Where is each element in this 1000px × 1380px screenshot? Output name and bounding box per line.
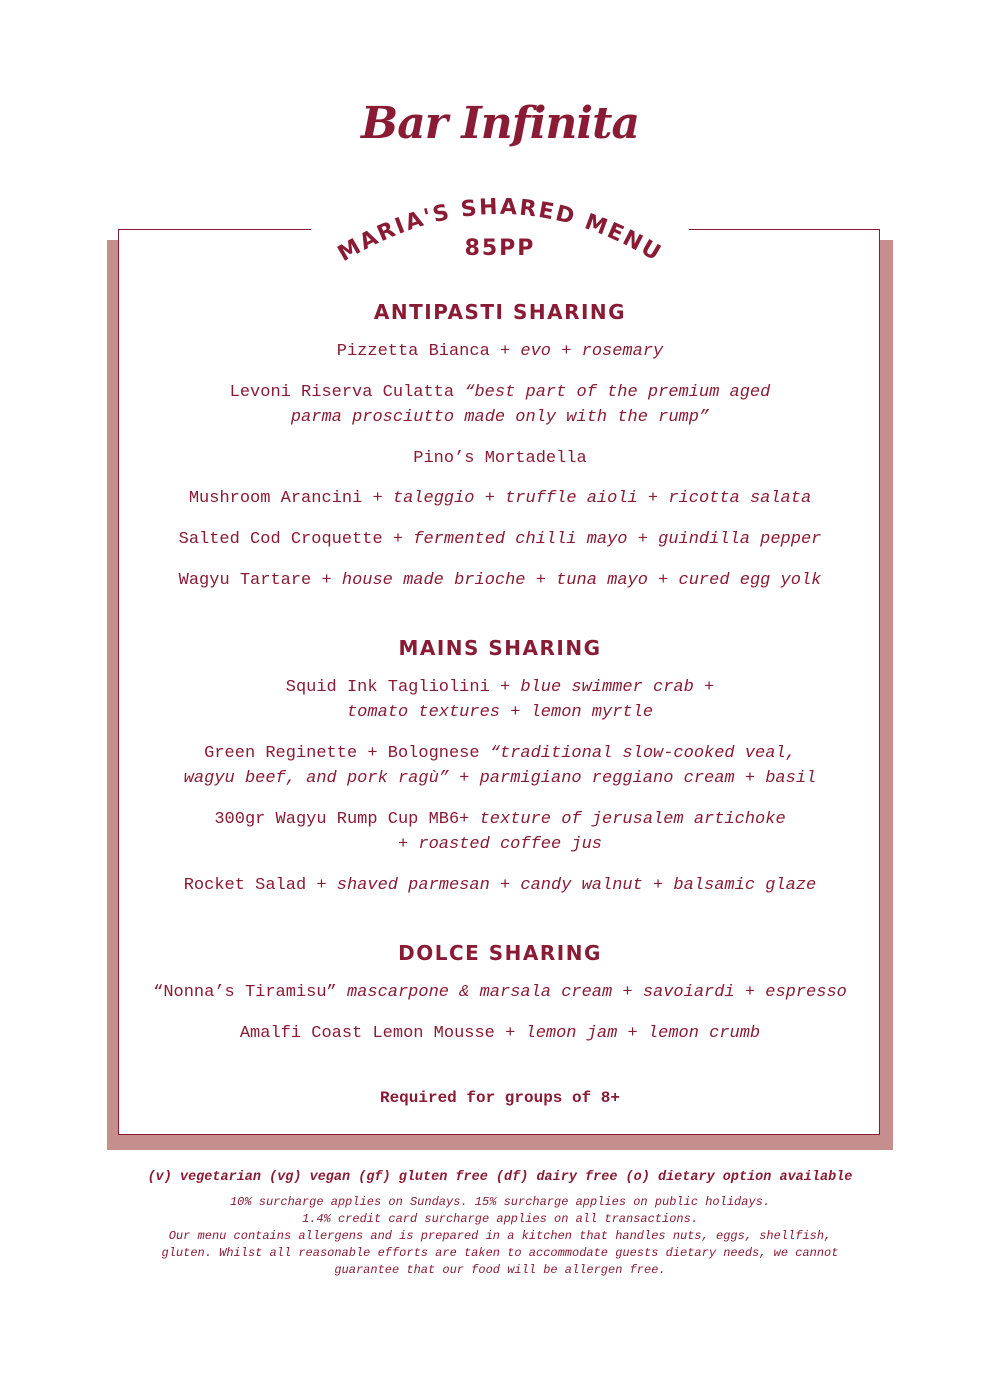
section-title-mains: MAINS SHARING xyxy=(398,636,602,660)
item-description: + roasted coffee jus xyxy=(397,835,603,854)
item-description: + evo + rosemary xyxy=(500,342,664,361)
menu-item xyxy=(150,446,850,471)
item-description: “best part of the premium aged xyxy=(464,383,771,402)
section-title-dolce: DOLCE SHARING xyxy=(398,941,602,965)
item-description: + lemon jam + lemon crumb xyxy=(505,1024,761,1043)
item-name: Amalfi Coast Lemon Mousse xyxy=(239,1024,495,1043)
item-name: Wagyu Tartare xyxy=(178,571,312,590)
item-name: Green Reginette + Bolognese xyxy=(204,744,480,763)
menu-price: 85PP xyxy=(464,236,536,261)
menu-item xyxy=(150,339,850,364)
brand-logo: Bar Infinita xyxy=(361,98,639,149)
menu-item-continued xyxy=(150,405,850,430)
menu-item xyxy=(150,675,850,700)
group-requirement-note: Required for groups of 8+ xyxy=(379,1089,621,1107)
item-name: Salted Cod Croquette xyxy=(178,530,383,549)
item-description: + shaved parmesan + candy walnut + balsamic glaze xyxy=(316,876,817,895)
menu-title-text: MARIA'S SHARED MENU xyxy=(333,194,667,268)
menu-title-arc xyxy=(330,180,670,290)
item-name: 300gr Wagyu Rump Cup MB6+ xyxy=(214,810,470,829)
menu-item xyxy=(150,873,850,898)
footer-note: guarantee that our food will be allergen free. xyxy=(334,1263,666,1277)
item-description: + fermented chilli mayo + guindilla pepper xyxy=(392,530,822,549)
item-description: + blue swimmer crab + xyxy=(500,678,715,697)
menu-item xyxy=(150,1021,850,1046)
item-name: “Nonna’s Tiramisu” xyxy=(153,983,337,1002)
item-name: Rocket Salad xyxy=(183,876,307,895)
item-description: wagyu beef, and pork ragù” + parmigiano reggiano cream + basil xyxy=(183,769,817,788)
footer-note: Our menu contains allergens and is prepared in a kitchen that handles nuts, eggs, shellfish, xyxy=(168,1229,832,1243)
footer-note: gluten. Whilst all reasonable efforts are taken to accommodate guests dietary needs, we cannot xyxy=(161,1246,839,1260)
item-name: Squid Ink Tagliolini xyxy=(285,678,490,697)
menu-item xyxy=(150,807,850,832)
footer-note: 10% surcharge applies on Sundays. 15% surcharge applies on public holidays. xyxy=(229,1195,771,1209)
item-name: Pino’s Mortadella xyxy=(413,449,587,468)
item-description: + taleggio + truffle aioli + ricotta salata xyxy=(372,489,812,508)
item-name: Mushroom Arancini xyxy=(188,489,363,508)
menu-item xyxy=(150,380,850,405)
item-description: parma prosciutto made only with the rump” xyxy=(290,408,710,427)
menu-item xyxy=(150,980,850,1005)
item-description: + house made brioche + tuna mayo + cured egg yolk xyxy=(321,571,822,590)
item-description: tomato textures + lemon myrtle xyxy=(346,703,654,722)
footer-notes xyxy=(150,1194,850,1279)
item-name: Levoni Riserva Culatta xyxy=(229,383,455,402)
menu-item-continued xyxy=(150,700,850,725)
item-description: “traditional slow-cooked veal, xyxy=(489,744,796,763)
item-description: texture of jerusalem artichoke xyxy=(479,810,786,829)
dietary-legend: (v) vegetarian (vg) vegan (gf) gluten free (df) dairy free (o) dietary option available xyxy=(147,1170,853,1185)
menu-item-continued xyxy=(150,832,850,857)
menu-item xyxy=(150,568,850,593)
item-name: Pizzetta Bianca xyxy=(336,342,490,361)
menu-item xyxy=(150,527,850,552)
menu-item xyxy=(150,486,850,511)
footer-note: 1.4% credit card surcharge applies on all transactions. xyxy=(301,1212,699,1226)
section-title-antipasti: ANTIPASTI SHARING xyxy=(373,300,627,324)
item-description: mascarpone & marsala cream + savoiardi + espresso xyxy=(346,983,847,1002)
menu-item-continued xyxy=(150,766,850,791)
menu-item xyxy=(150,741,850,766)
